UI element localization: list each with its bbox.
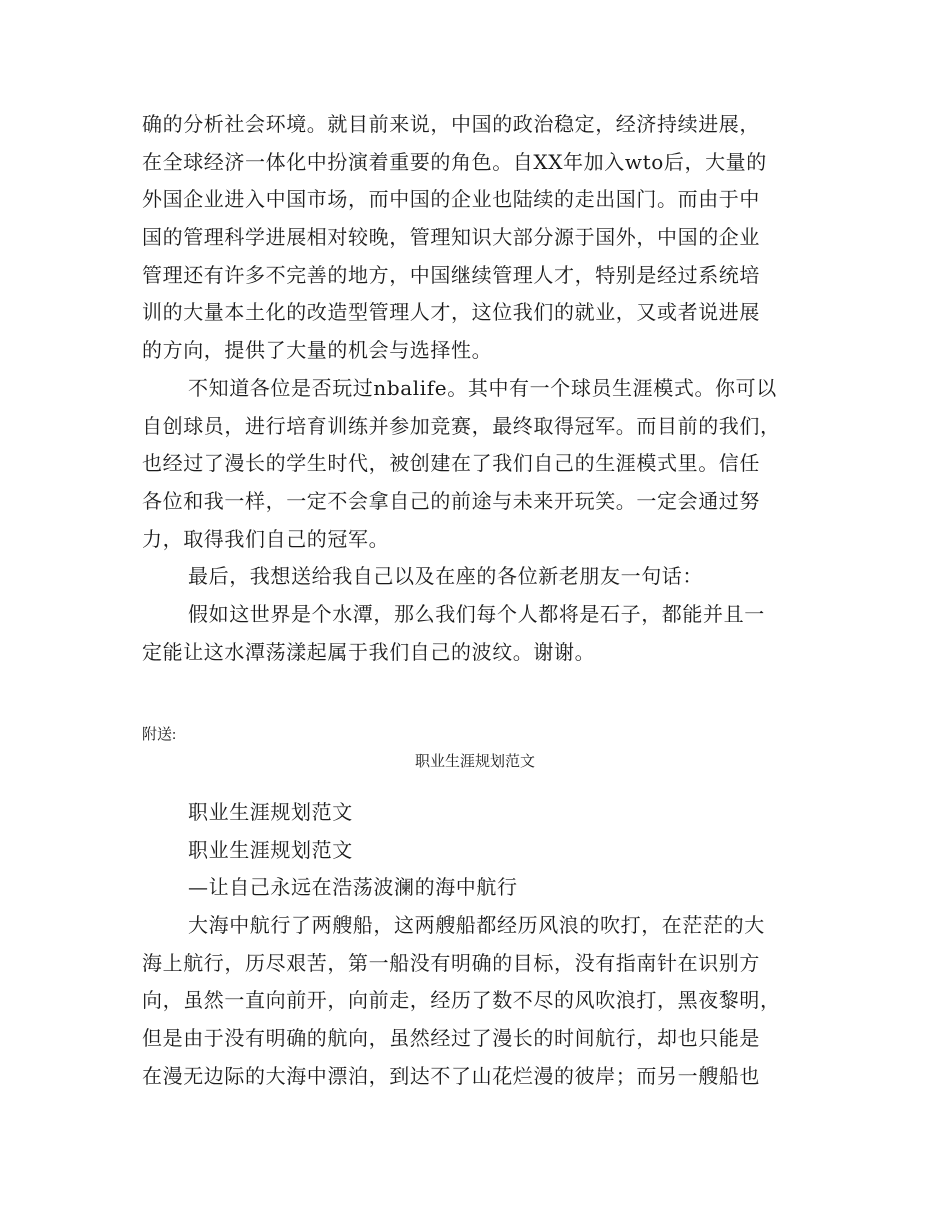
text-line: 的方向，提供了大量的机会与选择性。	[142, 338, 493, 363]
text-line: 国的管理科学进展相对较晚，管理知识大部分源于国外，中国的企业	[142, 225, 760, 250]
text-line: 确的分析社会环境。就目前来说，中国的政治稳定，经济持续进展，	[142, 112, 760, 136]
text-line: 力，取得我们自己的冠军。	[142, 526, 390, 551]
text-line: 定能让这水潭荡漾起属于我们自己的波纹。谢谢。	[142, 639, 596, 664]
article-text-block	[142, 794, 812, 1096]
text-line: 也经过了漫长的学生时代，被创建在了我们自己的生涯模式里。信任	[142, 451, 760, 476]
article-heading: 职业生涯规划范文	[188, 800, 353, 824]
article-heading: 职业生涯规划范文	[188, 837, 353, 862]
text-line: 向，虽然一直向前开，向前走，经历了数不尽的风吹浪打，黑夜黎明，	[142, 988, 781, 1013]
text-line: 自创球员，进行培育训练并参加竞赛，最终取得冠军。而目前的我们，	[142, 413, 781, 438]
text-line: 在漫无边际的大海中漂泊，到达不了山花烂漫的彼岸；而另一艘船也	[142, 1063, 760, 1088]
text-line: 海上航行，历尽艰苦，第一船没有明确的目标，没有指南针在识别方	[142, 950, 760, 975]
text-line: 管理还有许多不完善的地方，中国继续管理人才，特别是经过系统培	[142, 262, 760, 287]
text-line: 在全球经济一体化中扮演着重要的角色。自XX年加入wto后，大量的	[142, 149, 767, 174]
text-line: 各位和我一样，一定不会拿自己的前途与未来开玩笑。一定会通过努	[142, 488, 760, 513]
article-subtitle: —让自己永远在浩荡波澜的海中航行	[188, 875, 518, 900]
paragraph-first-line: 假如这世界是个水潭，那么我们每个人都将是石子，都能并且一	[188, 601, 765, 626]
text-line: 但是由于没有明确的航向，虽然经过了漫长的时间航行，却也只能是	[142, 1026, 760, 1051]
text-line: 外国企业进入中国市场，而中国的企业也陆续的走出国门。而由于中	[142, 187, 760, 212]
appendix-title: 职业生涯规划范文	[414, 754, 535, 770]
text-line: 训的大量本土化的改造型管理人才，这位我们的就业，又或者说进展	[142, 300, 760, 325]
paragraph-first-line: 最后，我想送给我自己以及在座的各位新老朋友一句话：	[188, 564, 703, 589]
appendix-label: 附送:	[142, 727, 177, 743]
paragraph-first-line: 大海中航行了两艘船，这两艘船都经历风浪的吹打，在茫茫的大	[188, 913, 765, 938]
speech-text-block	[142, 106, 812, 671]
paragraph-first-line: 不知道各位是否玩过nbalife。其中有一个球员生涯模式。你可以	[188, 375, 777, 400]
